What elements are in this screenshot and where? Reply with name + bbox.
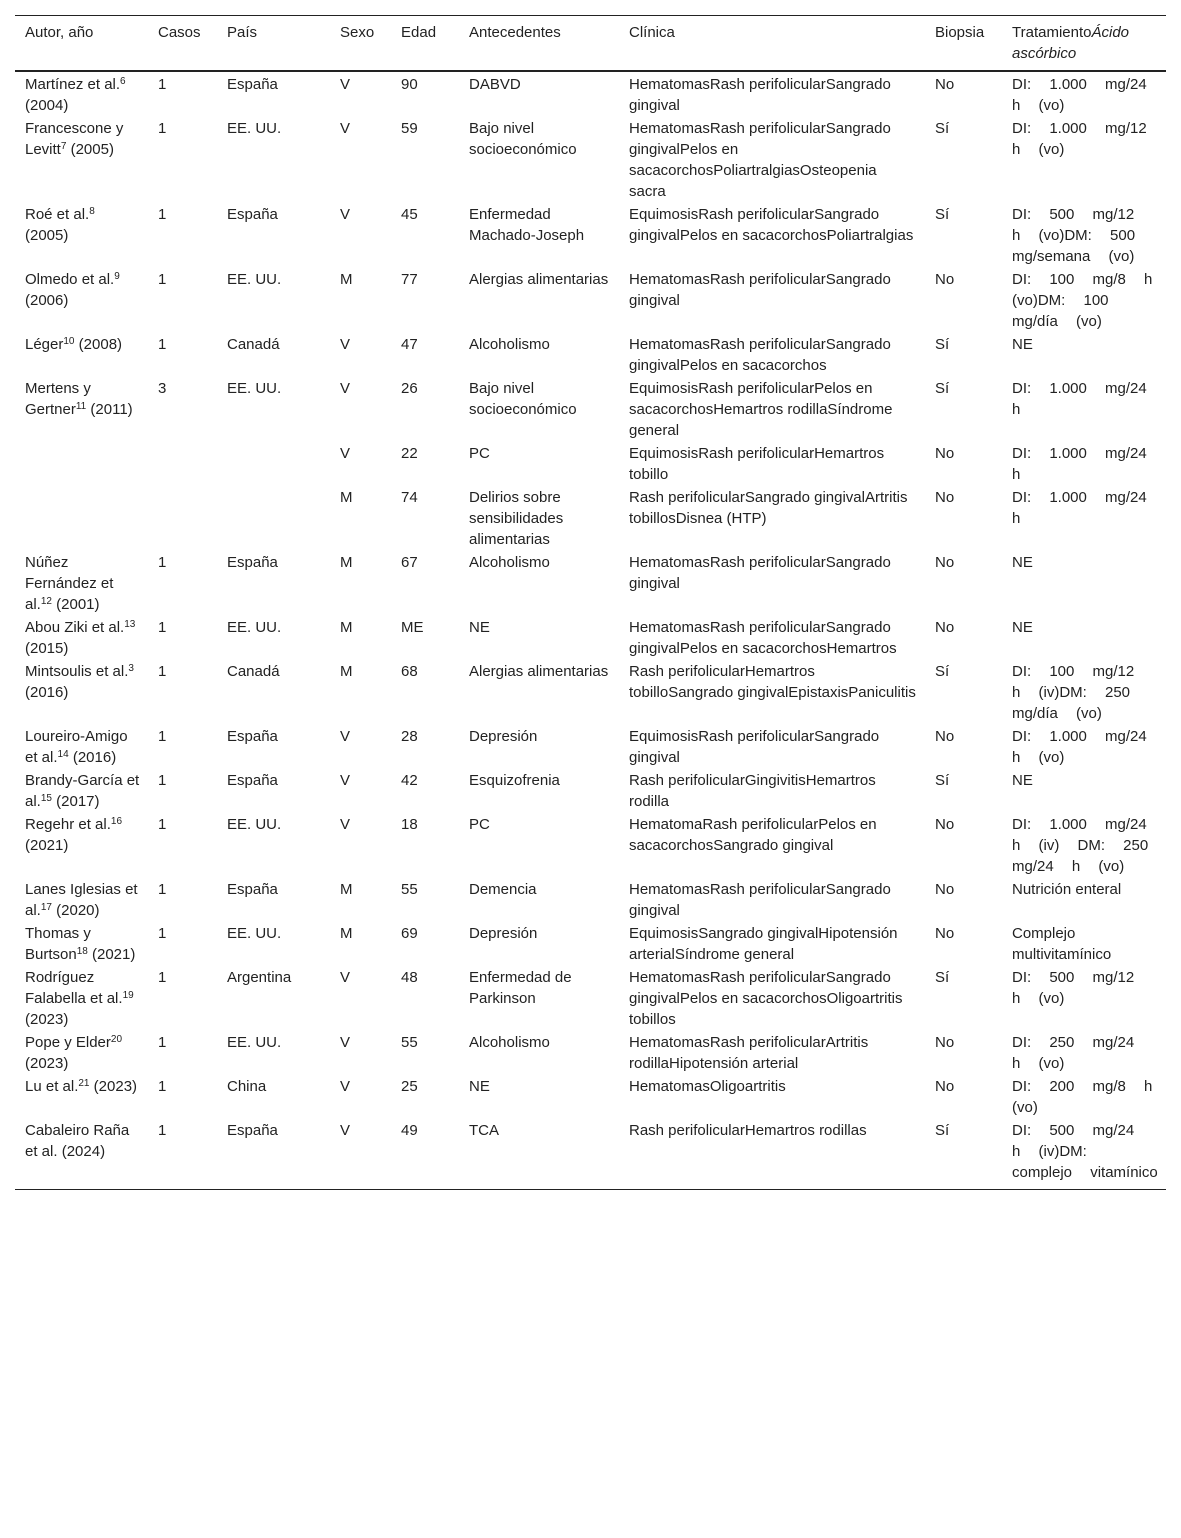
cell-antecedentes: Enfermedad de Parkinson bbox=[469, 969, 572, 1007]
cell-clinica: HematomasRash perifolicularSangrado gingival bbox=[629, 76, 891, 114]
table-row bbox=[15, 769, 1166, 813]
cell-tratamiento: DI: 200 mg/8 h (vo) bbox=[1012, 1078, 1153, 1116]
cell-biopsia: Sí bbox=[935, 120, 950, 137]
cell-clinica: HematomasRash perifolicularSangrado gingival bbox=[629, 554, 891, 592]
reference-number: 14 bbox=[57, 749, 69, 760]
cell-autor bbox=[15, 268, 148, 333]
author-name: Francescone y Levitt bbox=[25, 120, 124, 158]
cell-edad: 74 bbox=[401, 489, 418, 506]
cell-clinica: HematomasRash perifolicularSangrado gingival bbox=[629, 881, 891, 919]
publication-year: (2021) bbox=[25, 837, 69, 854]
cell-autor bbox=[15, 551, 148, 616]
table-row bbox=[15, 616, 1166, 660]
cell-autor bbox=[15, 71, 148, 117]
cell-casos: 1 bbox=[158, 120, 167, 137]
table-row bbox=[15, 966, 1166, 1031]
reference-number: 20 bbox=[110, 1034, 123, 1045]
cell-edad: 48 bbox=[401, 969, 418, 986]
cell-sexo: M bbox=[340, 554, 353, 571]
cell-casos: 1 bbox=[158, 663, 167, 680]
author-name: Núñez Fernández et al. bbox=[25, 554, 114, 613]
cell-sexo: V bbox=[340, 728, 351, 745]
publication-year: (2021) bbox=[92, 946, 136, 963]
cell-edad: 77 bbox=[401, 271, 418, 288]
cell-edad: 49 bbox=[401, 1122, 418, 1139]
author-name: Roé et al. bbox=[25, 206, 90, 223]
cell-edad: 45 bbox=[401, 206, 418, 223]
cell-sexo: M bbox=[340, 925, 353, 942]
cell-pais: China bbox=[227, 1078, 267, 1095]
table-row bbox=[15, 333, 1166, 377]
cell-autor bbox=[15, 1119, 148, 1190]
cell-clinica: EquimosisRash perifolicularSangrado gingivalPelos en sacacorchosPoliartralgias bbox=[629, 206, 914, 244]
cell-casos: 3 bbox=[158, 380, 167, 397]
cell-biopsia: Sí bbox=[935, 663, 950, 680]
cell-autor bbox=[15, 769, 148, 813]
table-row bbox=[15, 486, 1166, 551]
cell-sexo: V bbox=[340, 816, 351, 833]
cell-casos: 1 bbox=[158, 271, 167, 288]
cell-pais: EE. UU. bbox=[227, 816, 282, 833]
table-row bbox=[15, 377, 1166, 442]
cell-sexo: V bbox=[340, 336, 351, 353]
cell-tratamiento: NE bbox=[1012, 772, 1033, 789]
reference-number: 13 bbox=[124, 619, 136, 630]
cell-tratamiento: NE bbox=[1012, 336, 1033, 353]
cell-antecedentes: Bajo nivel socioeconómico bbox=[469, 380, 577, 418]
header-casos: Casos bbox=[158, 24, 201, 41]
cell-pais: EE. UU. bbox=[227, 380, 282, 397]
cell-biopsia: Sí bbox=[935, 1122, 950, 1139]
cell-sexo: V bbox=[340, 772, 351, 789]
cell-antecedentes: Alergias alimentarias bbox=[469, 663, 609, 680]
cell-clinica: Rash perifolicularHemartros rodillas bbox=[629, 1122, 867, 1139]
cell-pais bbox=[217, 486, 330, 551]
cell-autor bbox=[15, 486, 148, 551]
table-row bbox=[15, 1075, 1166, 1119]
reference-number: 17 bbox=[40, 902, 52, 913]
cell-casos bbox=[148, 486, 217, 551]
author-name: Mintsoulis et al. bbox=[25, 663, 129, 680]
cell-antecedentes: Delirios sobre sensibilidades alimentarias bbox=[469, 489, 564, 548]
cell-antecedentes: Alcoholismo bbox=[469, 554, 550, 571]
cell-sexo: V bbox=[340, 76, 351, 93]
cell-biopsia: No bbox=[935, 554, 955, 571]
cell-pais: EE. UU. bbox=[227, 619, 282, 636]
cell-casos: 1 bbox=[158, 1034, 167, 1051]
cell-autor bbox=[15, 117, 148, 203]
cell-tratamiento: Nutrición enteral bbox=[1012, 881, 1122, 898]
publication-year: (2005) bbox=[70, 141, 114, 158]
table-body bbox=[15, 71, 1166, 1190]
publication-year: (2020) bbox=[56, 902, 100, 919]
cell-autor bbox=[15, 878, 148, 922]
cell-clinica: HematomasRash perifolicularArtritis rodillaHipotensión arterial bbox=[629, 1034, 869, 1072]
cell-antecedentes: Alergias alimentarias bbox=[469, 271, 609, 288]
cell-casos: 1 bbox=[158, 772, 167, 789]
cell-edad: ME bbox=[401, 619, 424, 636]
cell-biopsia: No bbox=[935, 881, 955, 898]
cell-casos: 1 bbox=[158, 881, 167, 898]
cell-antecedentes: Esquizofrenia bbox=[469, 772, 560, 789]
cell-biopsia: No bbox=[935, 76, 955, 93]
cell-clinica: Rash perifolicularSangrado gingivalArtritis tobillosDisnea (HTP) bbox=[629, 489, 908, 527]
cell-clinica: EquimosisRash perifolicularPelos en sacacorchosHemartros rodillaSíndrome general bbox=[629, 380, 893, 439]
cell-antecedentes: PC bbox=[469, 445, 490, 462]
cell-casos: 1 bbox=[158, 728, 167, 745]
cell-casos: 1 bbox=[158, 969, 167, 986]
cell-clinica: HematomasOligoartritis bbox=[629, 1078, 786, 1095]
header-clinica: Clínica bbox=[629, 24, 675, 41]
cell-antecedentes: PC bbox=[469, 816, 490, 833]
publication-year: (2005) bbox=[25, 227, 69, 244]
header-tratamiento bbox=[1002, 16, 1166, 72]
author-name: Abou Ziki et al. bbox=[25, 619, 125, 636]
cell-autor bbox=[15, 966, 148, 1031]
cell-clinica: EquimosisSangrado gingivalHipotensión arterialSíndrome general bbox=[629, 925, 898, 963]
header-sexo: Sexo bbox=[340, 24, 375, 41]
cell-tratamiento: DI: 1.000 mg/24 h bbox=[1012, 489, 1147, 527]
cell-tratamiento: DI: 100 mg/8 h (vo)DM: 100 mg/día (vo) bbox=[1012, 271, 1153, 330]
reference-number: 11 bbox=[75, 401, 87, 412]
cell-antecedentes: Demencia bbox=[469, 881, 537, 898]
cell-biopsia: No bbox=[935, 1034, 955, 1051]
cell-sexo: V bbox=[340, 969, 351, 986]
cell-casos: 1 bbox=[158, 206, 167, 223]
cell-edad: 42 bbox=[401, 772, 418, 789]
case-table bbox=[15, 15, 1166, 1190]
table-row bbox=[15, 268, 1166, 333]
cell-clinica: HematomaRash perifolicularPelos en sacacorchosSangrado gingival bbox=[629, 816, 877, 854]
header-row bbox=[15, 16, 1166, 72]
cell-edad: 68 bbox=[401, 663, 418, 680]
table-row bbox=[15, 922, 1166, 966]
header-edad: Edad bbox=[401, 24, 437, 41]
cell-pais: EE. UU. bbox=[227, 120, 282, 137]
publication-year: (2008) bbox=[78, 336, 123, 353]
table-row bbox=[15, 203, 1166, 268]
cell-edad: 69 bbox=[401, 925, 418, 942]
cell-biopsia: No bbox=[935, 271, 955, 288]
publication-year: (2023) bbox=[93, 1078, 138, 1095]
cell-antecedentes: DABVD bbox=[469, 76, 521, 93]
cell-sexo: V bbox=[340, 1122, 351, 1139]
cell-clinica: Rash perifolicularGingivitisHemartros rodilla bbox=[629, 772, 876, 810]
cell-tratamiento: NE bbox=[1012, 619, 1033, 636]
cell-autor bbox=[15, 725, 148, 769]
cell-tratamiento: DI: 1.000 mg/24 h bbox=[1012, 380, 1147, 418]
cell-autor bbox=[15, 922, 148, 966]
reference-number: 18 bbox=[76, 946, 88, 957]
header-biopsia: Biopsia bbox=[935, 24, 985, 41]
author-name: Pope y Elder bbox=[25, 1034, 111, 1051]
cell-pais: España bbox=[227, 772, 278, 789]
cell-tratamiento: DI: 500 mg/24 h (iv)DM: complejo vitamínico bbox=[1012, 1122, 1158, 1181]
cell-biopsia: No bbox=[935, 925, 955, 942]
cell-casos: 1 bbox=[158, 1078, 167, 1095]
cell-pais: España bbox=[227, 1122, 278, 1139]
cell-tratamiento: DI: 500 mg/12 h (vo)DM: 500 mg/semana (vo) bbox=[1012, 206, 1136, 265]
cell-casos: 1 bbox=[158, 816, 167, 833]
publication-year: (2016) bbox=[25, 684, 69, 701]
header-tratamiento-label: Tratamiento bbox=[1012, 24, 1092, 41]
publication-year: (2015) bbox=[25, 640, 69, 657]
table-row bbox=[15, 1119, 1166, 1190]
cell-edad: 55 bbox=[401, 881, 418, 898]
publication-year: (2023) bbox=[25, 1011, 69, 1028]
publication-year: (2004) bbox=[25, 97, 69, 114]
cell-sexo: V bbox=[340, 1034, 351, 1051]
cell-edad: 22 bbox=[401, 445, 418, 462]
cell-sexo: V bbox=[340, 1078, 351, 1095]
cell-biopsia: Sí bbox=[935, 336, 950, 353]
cell-pais: EE. UU. bbox=[227, 925, 282, 942]
reference-number: 19 bbox=[122, 990, 134, 1001]
cell-antecedentes: Enfermedad Machado-Joseph bbox=[469, 206, 585, 244]
cell-casos: 1 bbox=[158, 619, 167, 636]
author-name: Mertens y Gertner bbox=[25, 380, 91, 418]
reference-number: 21 bbox=[78, 1078, 90, 1089]
cell-sexo: V bbox=[340, 120, 351, 137]
cell-biopsia: Sí bbox=[935, 772, 950, 789]
cell-antecedentes: NE bbox=[469, 1078, 490, 1095]
cell-clinica: HematomasRash perifolicularSangrado gingival bbox=[629, 271, 891, 309]
reference-number: 3 bbox=[128, 663, 134, 674]
reference-number: 10 bbox=[63, 336, 75, 347]
cell-clinica: HematomasRash perifolicularSangrado gingivalPelos en sacacorchosOligoartritis tobillos bbox=[629, 969, 903, 1028]
cell-pais: Argentina bbox=[227, 969, 292, 986]
cell-clinica: Rash perifolicularHemartros tobilloSangrado gingivalEpistaxisPaniculitis bbox=[629, 663, 916, 701]
cell-antecedentes: TCA bbox=[469, 1122, 499, 1139]
reference-number: 8 bbox=[89, 206, 95, 217]
reference-number: 12 bbox=[40, 596, 52, 607]
reference-number: 6 bbox=[120, 76, 126, 87]
cell-pais: EE. UU. bbox=[227, 1034, 282, 1051]
table-row bbox=[15, 1031, 1166, 1075]
author-name: Martínez et al. bbox=[25, 76, 121, 93]
cell-antecedentes: Bajo nivel socioeconómico bbox=[469, 120, 577, 158]
cell-pais: Canadá bbox=[227, 336, 280, 353]
reference-number: 7 bbox=[60, 141, 67, 152]
cell-antecedentes: Alcoholismo bbox=[469, 336, 550, 353]
cell-autor bbox=[15, 203, 148, 268]
publication-year: (2023) bbox=[25, 1055, 69, 1072]
case-table-container bbox=[15, 15, 1166, 1190]
cell-autor bbox=[15, 813, 148, 878]
table-row bbox=[15, 551, 1166, 616]
publication-year: (2011) bbox=[90, 401, 133, 418]
cell-edad: 47 bbox=[401, 336, 418, 353]
cell-edad: 59 bbox=[401, 120, 418, 137]
cell-casos: 1 bbox=[158, 925, 167, 942]
cell-sexo: M bbox=[340, 663, 353, 680]
cell-autor bbox=[15, 616, 148, 660]
cell-sexo: M bbox=[340, 881, 353, 898]
cell-antecedentes: Depresión bbox=[469, 925, 538, 942]
cell-biopsia: No bbox=[935, 619, 955, 636]
cell-edad: 26 bbox=[401, 380, 418, 397]
cell-sexo: M bbox=[340, 271, 353, 288]
cell-autor bbox=[15, 442, 148, 486]
cell-tratamiento: DI: 500 mg/12 h (vo) bbox=[1012, 969, 1135, 1007]
cell-sexo: M bbox=[340, 489, 353, 506]
cell-antecedentes: Depresión bbox=[469, 728, 538, 745]
author-name: Léger bbox=[25, 336, 64, 353]
cell-biopsia: Sí bbox=[935, 206, 950, 223]
cell-edad: 67 bbox=[401, 554, 418, 571]
author-name: Lu et al. bbox=[25, 1078, 79, 1095]
cell-pais: España bbox=[227, 206, 278, 223]
author-name: Olmedo et al. bbox=[25, 271, 115, 288]
publication-year: (2016) bbox=[72, 749, 117, 766]
cell-biopsia: No bbox=[935, 1078, 955, 1095]
table-row bbox=[15, 442, 1166, 486]
cell-clinica: HematomasRash perifolicularSangrado gingivalPelos en sacacorchosHemartros bbox=[629, 619, 897, 657]
author-name: Regehr et al. bbox=[25, 816, 111, 833]
author-name: Cabaleiro Raña et al. bbox=[25, 1122, 130, 1160]
cell-casos: 1 bbox=[158, 76, 167, 93]
publication-year: (2024) bbox=[61, 1143, 106, 1160]
cell-biopsia: Sí bbox=[935, 969, 950, 986]
cell-casos: 1 bbox=[158, 1122, 167, 1139]
cell-pais: España bbox=[227, 881, 278, 898]
cell-tratamiento: DI: 1.000 mg/24 h bbox=[1012, 445, 1147, 483]
cell-biopsia: No bbox=[935, 489, 955, 506]
cell-autor bbox=[15, 377, 148, 442]
cell-edad: 25 bbox=[401, 1078, 418, 1095]
cell-clinica: EquimosisRash perifolicularHemartros tobillo bbox=[629, 445, 885, 483]
cell-edad: 55 bbox=[401, 1034, 418, 1051]
cell-autor bbox=[15, 1031, 148, 1075]
cell-pais: España bbox=[227, 728, 278, 745]
author-name: Thomas y Burtson bbox=[25, 925, 91, 963]
table-row bbox=[15, 117, 1166, 203]
cell-biopsia: No bbox=[935, 816, 955, 833]
cell-sexo: M bbox=[340, 619, 353, 636]
cell-tratamiento: DI: 1.000 mg/24 h (vo) bbox=[1012, 76, 1147, 114]
cell-biopsia: No bbox=[935, 728, 955, 745]
publication-year: (2001) bbox=[56, 596, 100, 613]
table-row bbox=[15, 725, 1166, 769]
table-header bbox=[15, 16, 1166, 72]
author-name: Loureiro-Amigo et al. bbox=[25, 728, 128, 766]
cell-biopsia: Sí bbox=[935, 380, 950, 397]
cell-sexo: V bbox=[340, 380, 351, 397]
cell-tratamiento: DI: 1.000 mg/12 h (vo) bbox=[1012, 120, 1147, 158]
cell-sexo: V bbox=[340, 445, 351, 462]
cell-tratamiento: DI: 250 mg/24 h (vo) bbox=[1012, 1034, 1135, 1072]
cell-autor bbox=[15, 1075, 148, 1119]
cell-biopsia: No bbox=[935, 445, 955, 462]
author-name: Lanes Iglesias et al. bbox=[25, 881, 138, 919]
cell-pais: España bbox=[227, 554, 278, 571]
publication-year: (2017) bbox=[56, 793, 100, 810]
table-row bbox=[15, 878, 1166, 922]
cell-tratamiento: DI: 100 mg/12 h (iv)DM: 250 mg/día (vo) bbox=[1012, 663, 1135, 722]
cell-clinica: HematomasRash perifolicularSangrado gingivalPelos en sacacorchos bbox=[629, 336, 891, 374]
cell-autor bbox=[15, 333, 148, 377]
header-tratamiento-sub: Ácido ascórbico bbox=[1012, 24, 1130, 62]
header-pais: País bbox=[227, 24, 258, 41]
cell-pais: España bbox=[227, 76, 278, 93]
cell-sexo: V bbox=[340, 206, 351, 223]
cell-edad: 28 bbox=[401, 728, 418, 745]
cell-edad: 90 bbox=[401, 76, 418, 93]
cell-pais: EE. UU. bbox=[227, 271, 282, 288]
cell-tratamiento: Complejo multivitamínico bbox=[1012, 925, 1112, 963]
cell-clinica: HematomasRash perifolicularSangrado gingivalPelos en sacacorchosPoliartralgiasOsteopenia sacra bbox=[629, 120, 891, 200]
publication-year: (2006) bbox=[25, 292, 69, 309]
cell-edad: 18 bbox=[401, 816, 418, 833]
reference-number: 9 bbox=[114, 271, 120, 282]
table-row bbox=[15, 660, 1166, 725]
reference-number: 16 bbox=[110, 816, 123, 827]
cell-tratamiento: DI: 1.000 mg/24 h (iv) DM: 250 mg/24 h (vo) bbox=[1012, 816, 1149, 875]
author-name: Rodríguez Falabella et al. bbox=[25, 969, 123, 1007]
cell-tratamiento: DI: 1.000 mg/24 h (vo) bbox=[1012, 728, 1147, 766]
cell-casos bbox=[148, 442, 217, 486]
header-autor: Autor, año bbox=[25, 24, 94, 41]
cell-autor bbox=[15, 660, 148, 725]
header-antecedentes: Antecedentes bbox=[469, 24, 561, 41]
table-row bbox=[15, 813, 1166, 878]
table-row bbox=[15, 71, 1166, 117]
cell-casos: 1 bbox=[158, 554, 167, 571]
cell-pais: Canadá bbox=[227, 663, 280, 680]
cell-pais bbox=[217, 442, 330, 486]
cell-antecedentes: Alcoholismo bbox=[469, 1034, 550, 1051]
cell-casos: 1 bbox=[158, 336, 167, 353]
author-name: Brandy-García et al. bbox=[25, 772, 140, 810]
cell-clinica: EquimosisRash perifolicularSangrado gingival bbox=[629, 728, 880, 766]
cell-tratamiento: NE bbox=[1012, 554, 1033, 571]
reference-number: 15 bbox=[40, 793, 52, 804]
cell-antecedentes: NE bbox=[469, 619, 490, 636]
